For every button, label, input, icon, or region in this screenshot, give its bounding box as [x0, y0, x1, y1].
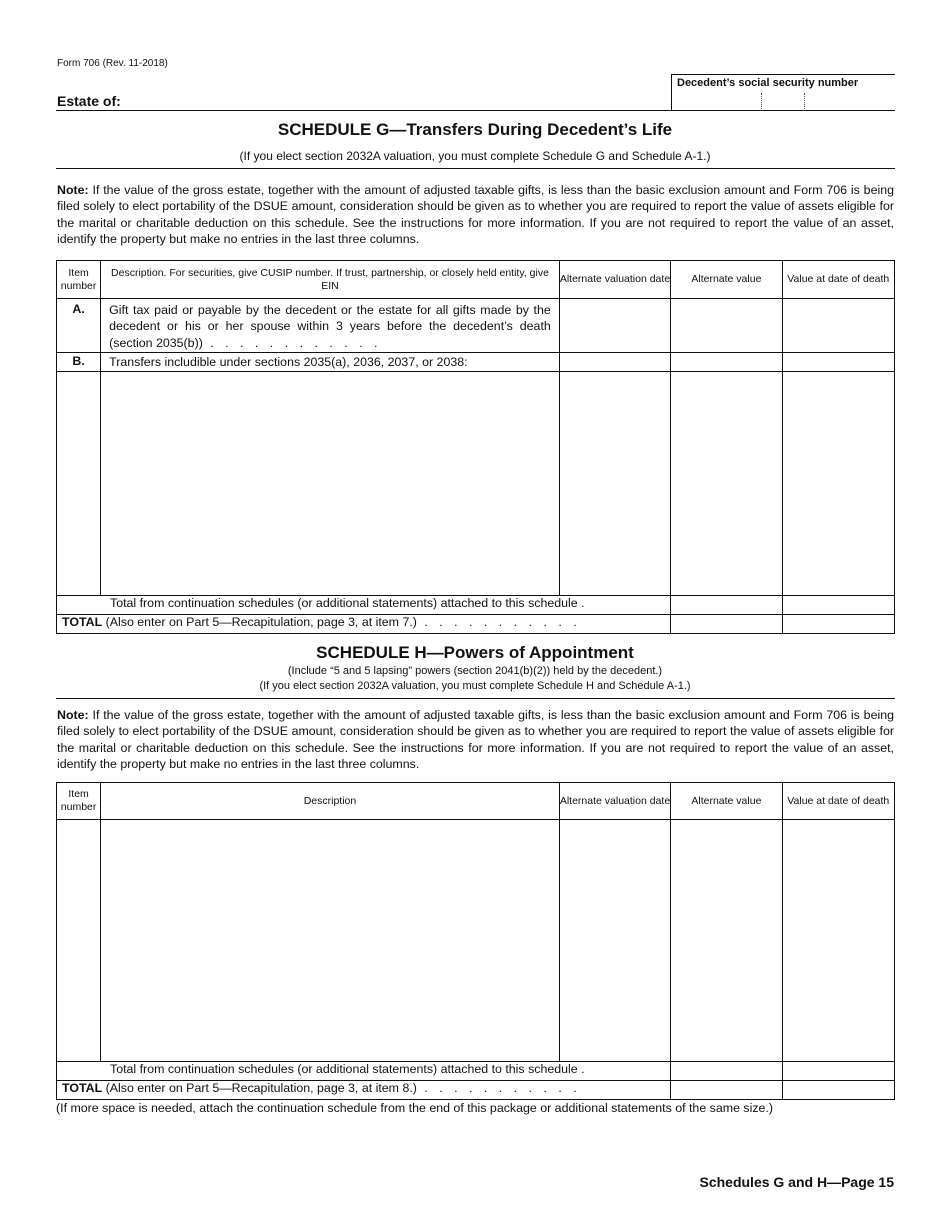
schedule-h-subtitle-1: (Include “5 and 5 lapsing” powers (section 2041(b)(2)) held by the decedent.) — [287, 665, 663, 677]
total-value-death-cell[interactable] — [782, 615, 894, 634]
total-label: TOTAL (Also enter on Part 5—Recapitulation, page 3, at item 8.) . . . . . . . . . . . — [57, 1081, 671, 1100]
schedule-g-note — [57, 182, 894, 248]
entry-item-cell[interactable] — [57, 372, 101, 596]
row-a-alt-value-cell[interactable] — [671, 299, 782, 353]
entry-value-death-cell[interactable] — [782, 372, 894, 596]
schedule-h-rule — [56, 698, 895, 699]
continuation-total-label: Total from continuation schedules (or additional statements) attached to this schedule . — [57, 1062, 671, 1081]
row-b-letter: B. — [57, 353, 101, 372]
ssn-input[interactable] — [672, 92, 894, 109]
col-header-description: Description — [101, 783, 560, 820]
table-row — [57, 299, 895, 353]
total-alt-value-cell[interactable] — [671, 1081, 782, 1100]
ssn-box-top-rule — [671, 74, 895, 75]
note-label: Note: — [57, 708, 89, 722]
estate-name-input[interactable] — [130, 90, 665, 109]
form-revision: Form 706 (Rev. 11-2018) — [57, 58, 168, 69]
schedule-g-rule — [56, 168, 895, 169]
page-label: Schedules G and H—Page 15 — [699, 1174, 894, 1190]
col-header-alt-value: Alternate value — [671, 261, 782, 299]
row-b-description: Transfers includible under sections 2035(a), 2036, 2037, or 2038: — [101, 353, 560, 372]
note-label: Note: — [57, 183, 89, 197]
table-row — [57, 372, 895, 596]
continuation-value-death-cell[interactable] — [782, 1062, 894, 1081]
entry-alt-date-cell[interactable] — [559, 820, 670, 1062]
schedule-g-subtitle: (If you elect section 2032A valuation, you must complete Schedule G and Schedule A-1.) — [239, 149, 711, 163]
entry-alt-date-cell[interactable] — [559, 372, 670, 596]
col-header-value-death: Value at date of death — [782, 261, 894, 299]
note-text: If the value of the gross estate, together with the amount of adjusted taxable gifts, is less than the basic exclusion amount and Form 706 is being filed solely to elect portability of the DSUE amount, consideration should be given as to whether you are required to report the value of assets eligible for the marital or charitable deduction on this schedule. See the instructions for more information. If you are not required to report the value of an asset, identify the property but make no entries in the last three columns. — [57, 183, 894, 247]
entry-alt-value-cell[interactable] — [671, 372, 782, 596]
continuation-total-row — [57, 1062, 895, 1081]
col-header-item: Item number — [57, 783, 101, 820]
note-text: If the value of the gross estate, together with the amount of adjusted taxable gifts, is less than the basic exclusion amount and Form 706 is being filed solely to elect portability of the DSUE amount, consideration should be given as to whether you are required to report the value of assets eligible for the marital or charitable deduction on this schedule. See the instructions for more information. If you are not required to report the value of an asset, identify the property but make no entries in the last three columns. — [57, 708, 894, 772]
row-a-alt-date-cell[interactable] — [559, 299, 670, 353]
row-a-description: Gift tax paid or payable by the decedent or the estate for all gifts made by the decedent or his or her spouse within 3 years before the decedent’s death (section 2035(b)) . . . . . . . . . . . . — [101, 299, 560, 353]
continuation-total-label: Total from continuation schedules (or additional statements) attached to this schedule . — [57, 596, 671, 615]
ssn-label: Decedent’s social security number — [677, 77, 859, 89]
total-label: TOTAL (Also enter on Part 5—Recapitulation, page 3, at item 7.) . . . . . . . . . . . — [57, 615, 671, 634]
continuation-alt-value-cell[interactable] — [671, 1062, 782, 1081]
col-header-item: Item number — [57, 261, 101, 299]
row-b-value-death-cell[interactable] — [782, 353, 894, 372]
schedule-h-subtitle-2: (If you elect section 2032A valuation, you must complete Schedule H and Schedule A-1.) — [259, 680, 691, 692]
row-a-value-death-cell[interactable] — [782, 299, 894, 353]
table-row — [57, 820, 895, 1062]
schedule-g-table — [56, 260, 895, 634]
row-b-alt-date-cell[interactable] — [559, 353, 670, 372]
schedule-g-title: SCHEDULE G—Transfers During Decedent’s Life — [277, 120, 673, 139]
total-alt-value-cell[interactable] — [671, 615, 782, 634]
schedule-h-title: SCHEDULE H—Powers of Appointment — [316, 643, 634, 662]
col-header-alt-date: Alternate valuation date — [559, 261, 670, 299]
col-header-alt-date: Alternate valuation date — [559, 783, 670, 820]
entry-alt-value-cell[interactable] — [671, 820, 782, 1062]
estate-of-label: Estate of: — [57, 93, 121, 109]
continuation-value-death-cell[interactable] — [782, 596, 894, 615]
schedule-h-table — [56, 782, 895, 1100]
table-row — [57, 353, 895, 372]
row-a-letter: A. — [57, 299, 101, 353]
entry-description-cell[interactable] — [101, 820, 560, 1062]
entry-description-cell[interactable] — [101, 372, 560, 596]
col-header-value-death: Value at date of death — [782, 783, 894, 820]
entry-item-cell[interactable] — [57, 820, 101, 1062]
total-row — [57, 615, 895, 634]
row-b-alt-value-cell[interactable] — [671, 353, 782, 372]
col-header-description: Description. For securities, give CUSIP number. If trust, partnership, or closely held entity, give EIN — [101, 261, 560, 299]
continuation-footnote: (If more space is needed, attach the continuation schedule from the end of this package or additional statements of the same size.) — [56, 1101, 774, 1115]
schedule-h-note — [57, 707, 894, 773]
continuation-total-row — [57, 596, 895, 615]
continuation-alt-value-cell[interactable] — [671, 596, 782, 615]
total-row — [57, 1081, 895, 1100]
header-bottom-rule — [56, 110, 895, 111]
col-header-alt-value: Alternate value — [671, 783, 782, 820]
entry-value-death-cell[interactable] — [782, 820, 894, 1062]
total-value-death-cell[interactable] — [782, 1081, 894, 1100]
